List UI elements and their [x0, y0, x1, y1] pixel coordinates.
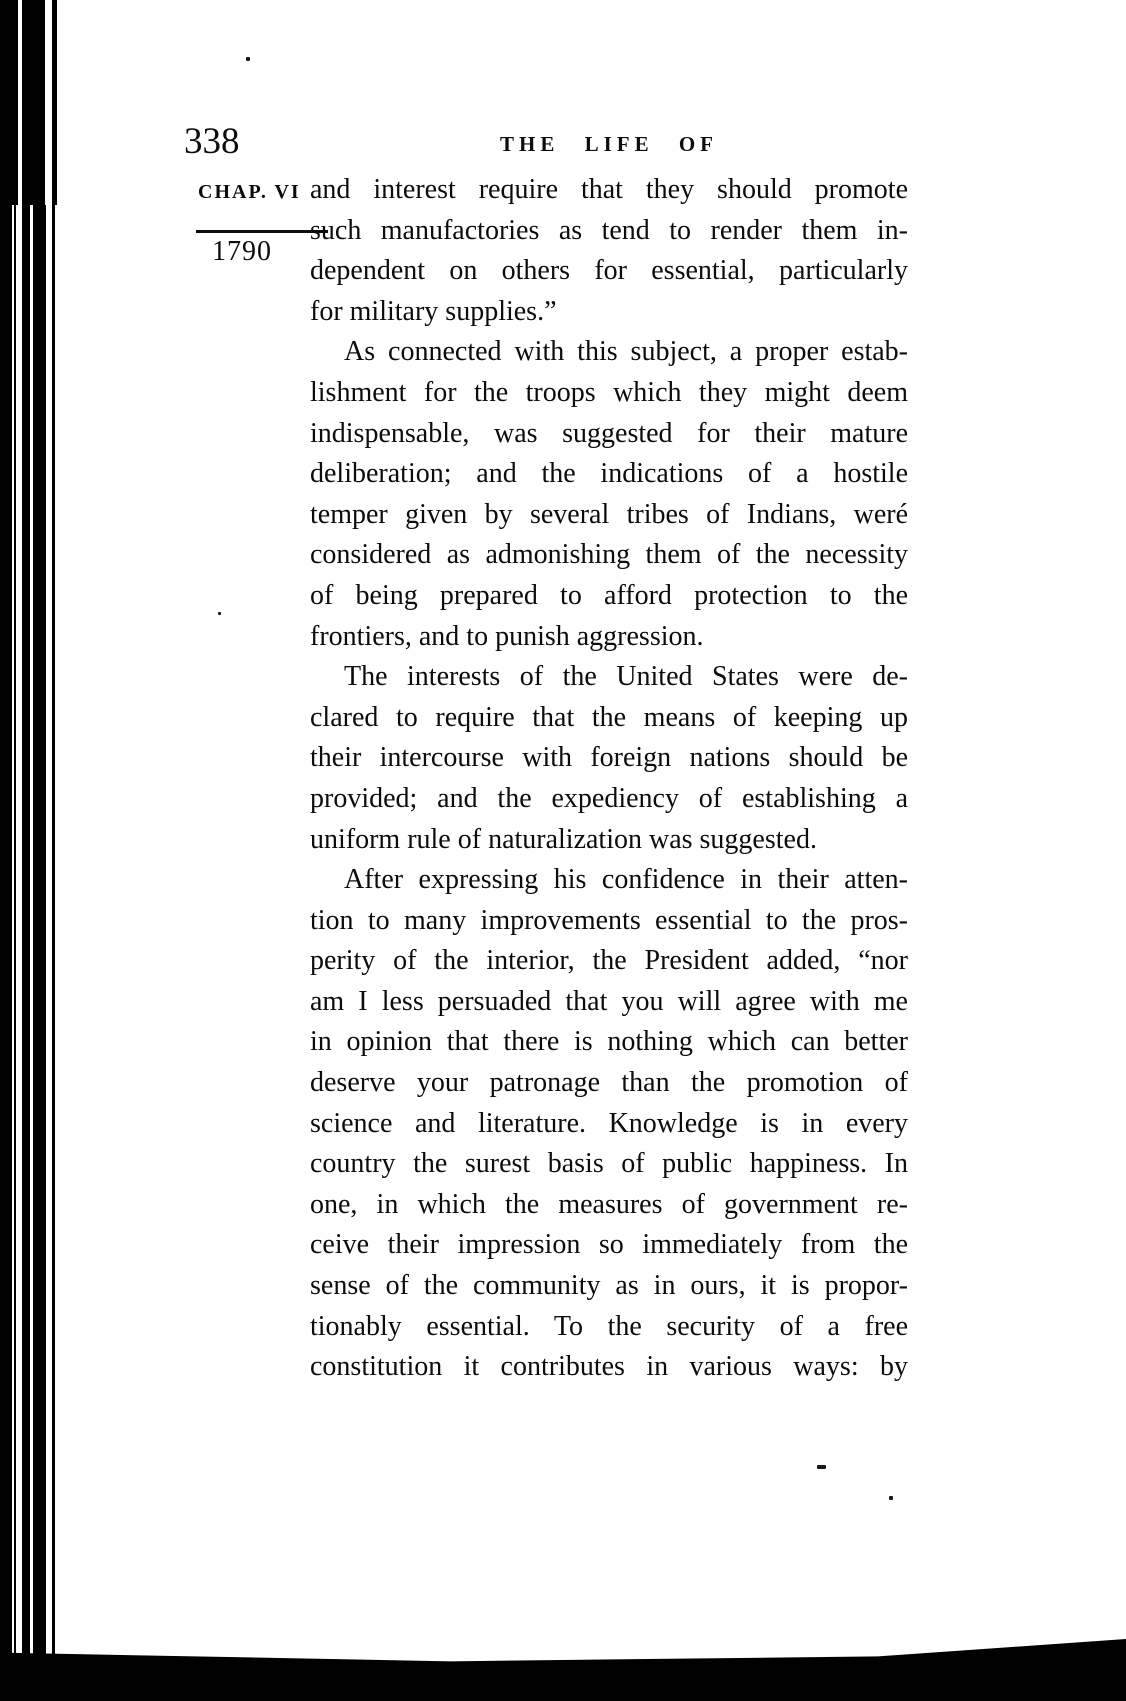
body-text-line: for military supplies.” — [310, 295, 557, 327]
body-text-line: such manufactories as tend to render them in- — [310, 214, 908, 246]
body-text-line: provided; and the expediency of establishing a — [310, 782, 908, 814]
body-text-line: The interests of the United States were de- — [344, 661, 908, 693]
body-text-line: am I less persuaded that you will agree with me — [310, 985, 908, 1017]
body-text-line: uniform rule of naturalization was suggested. — [310, 823, 817, 855]
margin-year-label: 1790 — [212, 236, 272, 267]
running-head: THE LIFE OF — [499, 132, 719, 156]
body-text-line: deliberation; and the indications of a hostile — [310, 458, 908, 490]
body-text-line: frontiers, and to punish aggression. — [310, 620, 704, 652]
body-text-line: temper given by several tribes of Indians, weré — [310, 498, 908, 530]
page-number: 338 — [184, 121, 240, 162]
text-block — [310, 170, 908, 1388]
body-text-line: tion to many improvements essential to the pros- — [310, 904, 908, 936]
body-text-line: indispensable, was suggested for their mature — [310, 417, 908, 449]
scan-speck — [817, 1465, 826, 1469]
body-text-line: in opinion that there is nothing which can better — [310, 1026, 908, 1058]
body-text-line: country the surest basis of public happiness. In — [310, 1148, 908, 1180]
body-text-line: ceive their impression so immediately from the — [310, 1229, 908, 1261]
body-text-line: lishment for the troops which they might deem — [310, 376, 908, 408]
body-text-line: clared to require that the means of keeping up — [310, 701, 908, 733]
body-text-line: constitution it contributes in various ways: by — [310, 1351, 908, 1383]
margin-chapter-label: CHAP. VI — [198, 181, 301, 203]
body-text-line: dependent on others for essential, particularly — [310, 255, 908, 287]
body-text-line: As connected with this subject, a proper estab- — [344, 336, 908, 368]
margin-rule — [196, 230, 328, 233]
scan-speck — [246, 57, 250, 61]
body-text-line: of being prepared to afford protection to the — [310, 579, 908, 611]
body-text-line: and interest require that they should promote — [310, 174, 908, 205]
body-text-line: tionably essential. To the security of a free — [310, 1310, 908, 1342]
body-text-line: After expressing his confidence in their atten- — [344, 864, 908, 896]
body-text-line: one, in which the measures of government re- — [310, 1188, 908, 1220]
body-text-line: deserve your patronage than the promotion of — [310, 1067, 908, 1099]
book-binding-bottom-shadow — [0, 1639, 1126, 1701]
body-text-line: perity of the interior, the President added, “nor — [310, 945, 908, 977]
book-binding-gutter — [0, 0, 56, 1701]
scan-speck — [889, 1496, 893, 1500]
scan-speck — [218, 612, 221, 615]
body-text-line: their intercourse with foreign nations should be — [310, 742, 908, 774]
body-text-line: science and literature. Knowledge is in every — [310, 1107, 908, 1139]
body-text-line: considered as admonishing them of the necessity — [310, 539, 908, 571]
body-text-line: sense of the community as in ours, it is propor- — [310, 1270, 908, 1302]
book-binding-gutter-top — [0, 0, 58, 205]
